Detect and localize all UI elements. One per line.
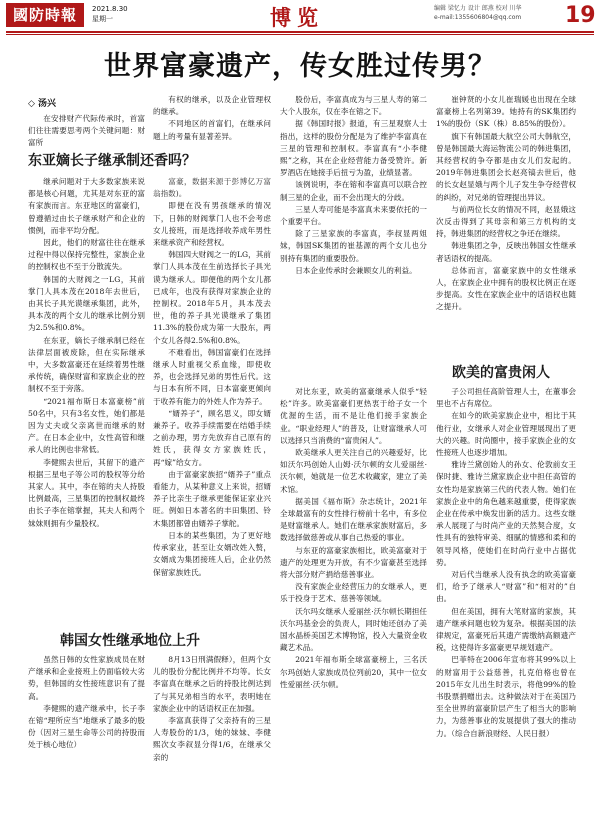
paragraph: 韩进集团之争，反映出韩国女性继承者话语权的提高。 xyxy=(436,241,576,263)
paragraph: 巴菲特在2006年宣布将其99%以上的财富用于公益慈善，扎克伯格也曾在2015年女儿出生时表示，将他99%的脸书股票捐赠出去。这种做法对于在美国乃至全世界的富豪阶层产生了相当大的影响力，为慈善事业的发展提供了强大的推动力。（综合自新浪财经、人民日报） xyxy=(436,655,576,738)
header-rule-thin xyxy=(6,34,594,35)
paragraph: 日本企业传承时会兼顾女儿的利益。 xyxy=(295,265,417,275)
paragraph: 李健熙去世后，其留下的遗产根据三星电子等公司的股权等分给其家人。其中，李在镕的夫人持股比例最高，三星集团的控制权最终由长子李在镕掌握，其夫人和两个妹妹则拥有少量股权。 xyxy=(28,457,145,528)
paragraph: 雅诗兰黛创始人的孙女、伦敦前女王保时捷、雅诗兰黛家族企业中担任高管的女性均是家族第三代的代表人物。她们在家族企业中的角色越来越重要，使得家族企业在传承中焕发出新的活力。这些女继承人展现了与时尚产业的天然契合度，女性具有的独特审美、细腻的情感和柔和的领导风格，使她们在时尚行业中占据优势。 xyxy=(436,460,576,567)
newspaper-logo: 國防時報 xyxy=(6,3,84,27)
paragraph: 不同地区的首富们，在继承问题上的考量有显著差异。 xyxy=(153,119,271,141)
paragraph: 李富真获得了父亲持有的三星人寿股份的1/3，她的妹妹、李健熙次女李叙显分得1/6，在继承父亲的 xyxy=(153,716,271,762)
section-title: 博览 xyxy=(270,5,324,30)
staff-credits: 编辑 梁忆力 设计 郎燕 校对 川华 xyxy=(434,5,522,12)
paragraph: 除了三星家族的李富真，李叔显两姐妹，韩国SK集团的崔基源的两个女儿也分别持有集团的重要股份。 xyxy=(280,229,427,263)
paragraph: 三星人寿可能是李富真未来要依托的一个重要平台。 xyxy=(280,204,427,227)
column-2-body xyxy=(153,176,271,626)
paragraph: 据美国《福布斯》杂志统计，2021年全球最富有的女性排行榜前十名中，有多位是财富继承人。她们在继承家族财富后，多数选择做慈善或从事自己热爱的事业。 xyxy=(280,496,427,543)
paragraph: 股份后，李富真成为与三星人寿的第二大个人股东，仅在李在镕之下。 xyxy=(280,95,427,117)
paragraph: 因此，他们的财富往往在继承过程中得以保持完整性，家族企业的控制权也不至于分散流失。 xyxy=(28,238,145,272)
paragraph: 继承问题对于大多数家族来说都是核心问题，尤其是对东亚的富有家族而言。东亚地区的富豪们，曾遵循过由长子继承财产和企业的惯例，而非平均分配。 xyxy=(28,177,145,235)
article-headline: 世界富豪遗产，传女胜过传男？ xyxy=(104,51,496,82)
column-3-bottom xyxy=(280,386,427,822)
paragraph: 对比东亚，欧美的富豪继承人似乎“轻松”许多。欧美富豪们更热衷于给子女一个优渥的生活，而不是让他们接手家族企业。“职业经理人”的普及，让财富继承人可以选择只当消费的“富贵闲人”。 xyxy=(280,387,427,445)
paragraph: 虽然日韩的女性家族成员在财产继承和企业接班上仍面临较大劣势，但韩国的女性接班意识有了提高。 xyxy=(28,655,145,701)
paragraph: 但在美国，拥有大笔财富的家族，其遗产继承问题也较为复杂。根据美国的法律规定，富豪死后其遗产需缴纳高额遗产税，这使得许多富豪更早规划遗产。 xyxy=(436,606,576,653)
paragraph: 子公司担任高阶管理人士，在董事会里也不占有席位。 xyxy=(436,387,576,409)
contact-email: e-mail:1355606804@qq.com xyxy=(434,14,522,21)
paragraph: 对后代当继承人没有执念的欧美富豪们，给予了继承人“财富”和“相对的”自由。 xyxy=(436,570,576,604)
paragraph: 即便在没有男孩继承的情况下，日韩的财阀掌门人也不会考虑女儿接班，而是选择收养成年男性来继承资产和经营权。 xyxy=(153,201,271,248)
subhead-korea-women: 韩国女性继承地位上升 xyxy=(60,633,200,649)
page-number: 19 xyxy=(565,3,596,28)
column-2-bottom xyxy=(153,654,271,822)
issue-weekday: 星期一 xyxy=(92,15,113,23)
paragraph: 不难看出，韩国富豪们在选择继承人时重视父系血缘，即使收养，也会选择兄弟的男性后代。这与日本有所不同，日本富豪更倾向于收养有能力的外姓人作为养子。 xyxy=(153,347,271,406)
header-rule xyxy=(6,31,594,33)
paragraph: “2021福布斯日本富豪榜”前50名中，只有3名女性，她们都是因为丈夫或父亲离世而继承的财产。在日本企业中，女性高管和继承人的比例也非常低。 xyxy=(28,396,145,455)
paragraph: 日本的某些集团，为了更好地传承家业，甚至让女婿改姓入赘，女婿成为集团接班人后，企业仍然保留家族姓氏。 xyxy=(153,530,271,577)
subhead-east-asia: 东亚嫡长子继承制还香吗？ xyxy=(28,153,196,169)
paragraph: 总体而言，富豪家族中的女性继承人，在家族企业中拥有的股权比例正在逐步提高。女性在家族企业中的话语权也随之提升。 xyxy=(436,265,576,312)
subhead-west: 欧美的富贵闲人 xyxy=(452,365,550,381)
paragraph: 韩国四大财阀之一的LG，其前掌门人具本茂在生前选择长子具光谟为继承人。即便他的两个女儿都已成年，也没有获得对家族企业的控制权。2018年5月，具本茂去世，他的养子具光谟继承了集团11.3%的股份成为第一大股东，两个女儿各得2.5%和0.8%。 xyxy=(153,250,271,345)
paragraph: 与东亚的富豪家族相比，欧美富豪对于遗产的处理更为开放，有不少富豪甚至选择将大部分财产捐给慈善事业。 xyxy=(280,545,427,580)
paragraph: 在如今的欧美家族企业中，相比于其他行业，女继承人对企业管理展现出了更大的兴趣。时尚圈中，接手家族企业的女性接班人也逐步增加。 xyxy=(436,411,576,458)
paragraph: 韩国的大财阀之一LG，其前掌门人具本茂在2018年去世后，由其长子具光谟继承集团，此外，具本茂的两个女儿的继承比例分别为2.5%和0.8%。 xyxy=(28,274,145,333)
column-3-body xyxy=(280,94,427,358)
paragraph: 沃尔玛女继承人爱丽丝·沃尔顿长期担任沃尔玛基金会的负责人，同时她还创办了美国水晶桥美国艺术博物馆，投入大量资金收藏艺术品。 xyxy=(280,606,427,653)
paragraph: 由于富豪家族招“婿养子”重点看能力，从某种意义上来说，招婿养子比亲生子继承更能保证家业兴旺。例如日本著名的丰田集团、铃木集团都曾由婿养子掌舵。 xyxy=(153,469,271,528)
paragraph: 该例说明，李在镕和李富真可以联合控制三星的企业，而不会出现大的分歧。 xyxy=(280,180,427,202)
column-1-body xyxy=(28,176,145,626)
column-4-body xyxy=(436,94,576,358)
byline: ◇ 汤兴 xyxy=(28,99,57,109)
caption-note: 富豪，数据来源于彭博亿万富翁指数)。 xyxy=(153,177,271,199)
paragraph: 8月13日刑满假释），但两个女儿的股份分配比例并不均等。长女李富真在继承之后的持股比例达到了与其兄弟相当的水平，表明她在家族企业中的话语权正在加强。 xyxy=(153,655,271,713)
column-4-bottom xyxy=(436,386,576,822)
intro-paragraph: 在安排财产代际传承时，首富们往往需要思考两个关键问题：财富所 xyxy=(28,114,145,148)
column-1-bottom xyxy=(28,654,145,822)
paragraph: 欧美继承人更关注自己的兴趣爱好，比如沃尔玛创始人山姆·沃尔顿的女儿爱丽丝·沃尔顿，她就是一位艺术收藏家，建立了美术馆。 xyxy=(280,448,427,494)
paragraph: “婿养子”，顾名思义，即女婿兼养子。收养手续需要在结婚手续之前办理，男方先放弃自己原有的姓氏，获得女方家族姓氏，再“嫁”给女方。 xyxy=(153,408,271,467)
paragraph: 李健熙的遗产继承中，长子李在镕“理所应当”地继承了最多的股份（因对三星生命等公司的持股而处于核心地位） xyxy=(28,703,145,750)
paragraph: 崔钟贤的小女儿崔瑞媛也出现在全球富豪榜上名列第39。她持有的SK集团约1%的股份（SK（株）8.85%的股份）。 xyxy=(436,95,576,129)
paragraph: 据《韩国时报》报道，有三星观察人士指出，这样的股份分配是为了维护李富真在三星的管理和控制权。李富真有“小李健熙”之称，其在企业经营能力备受赞许。新罗酒店在她接手后扭亏为盈，业绩显著。 xyxy=(280,119,427,178)
paragraph: 没有家族企业经营压力的女继承人，更乐于投身于艺术、慈善等领域。 xyxy=(280,582,427,604)
paragraph: 与前两位长女的情况不同，赵显娥这次反击得到了其母亲和第三方机构的支持，韩进集团的经营权之争还在继续。 xyxy=(436,204,576,239)
paragraph: 2021年福布斯全球富豪榜上，三名沃尔玛创始人家族成员位列前20，其中一位女性爱丽丝·沃尔顿。 xyxy=(280,655,427,689)
issue-date: 2021.8.30 xyxy=(92,5,128,13)
paragraph: 有权的继承，以及企业管理权的继承。 xyxy=(153,95,271,117)
paragraph: 旗下有韩国最大航空公司大韩航空，曾是韩国最大海运物流公司的韩进集团，其经营权的争夺都是由女儿们发起的。2019年韩进集团会长赵亮镐去世后，他的长女赵显娥与两个儿子发生争夺经营权的纠纷，对兄弟的管理提出异议。 xyxy=(436,131,576,202)
paragraph: 在东亚，嫡长子继承制已经在法律层面被废除，但在实际继承中，大多数富豪还在延续着男性继承传统，确保财富和家族企业的控制权不至于旁落。 xyxy=(28,335,145,394)
masthead xyxy=(0,0,600,32)
column-2-top xyxy=(153,94,271,144)
